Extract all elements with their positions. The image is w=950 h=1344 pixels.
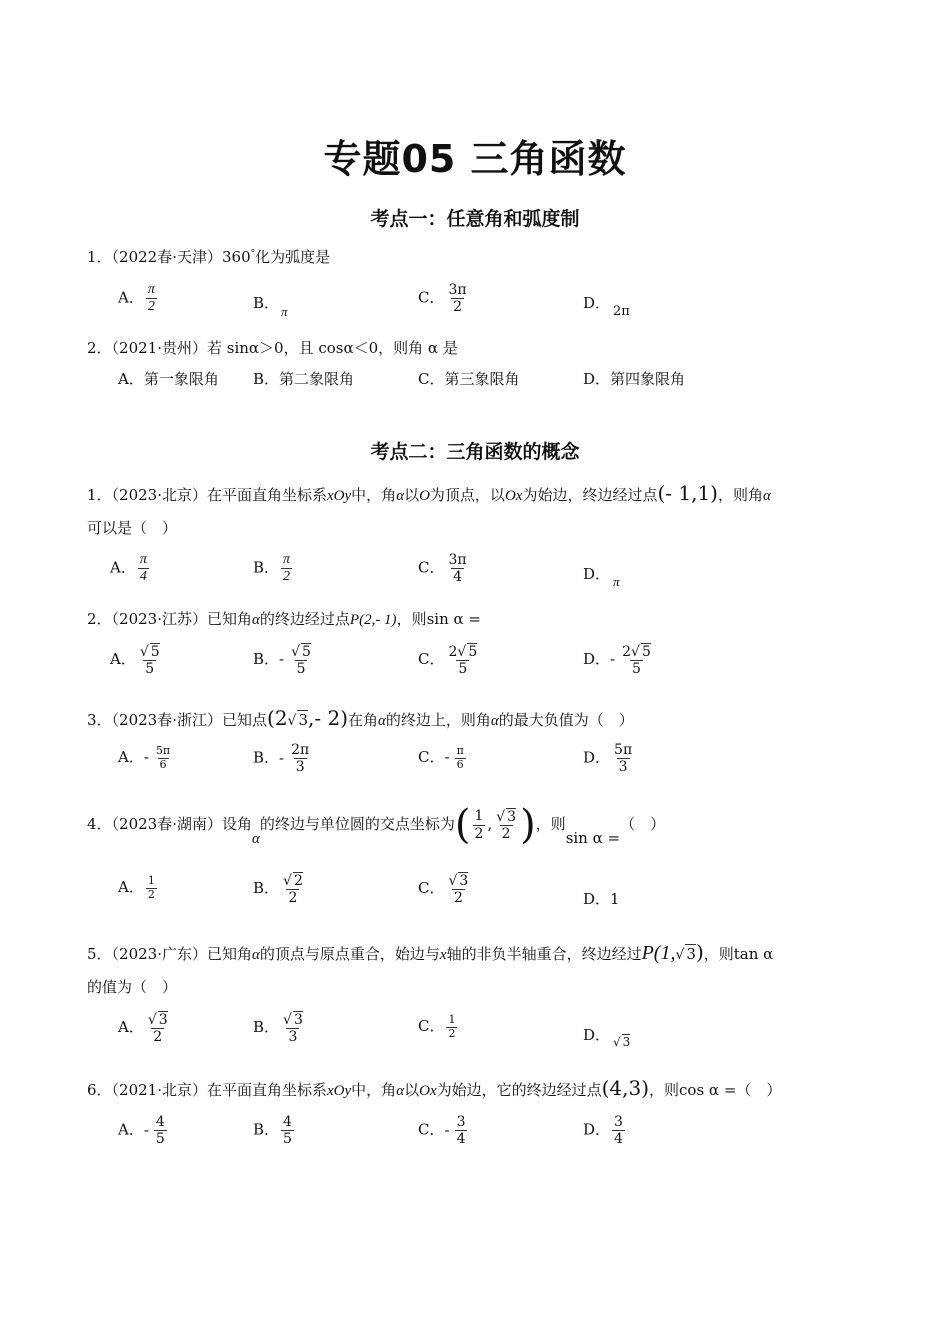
s2-q1-option-d[interactable]: D．	[583, 565, 611, 583]
s2-q4-option-c[interactable]: C． $\frac{√ 3}{2}$	[418, 873, 469, 907]
s2-q2-option-d[interactable]: D．- $\frac{2√ 5}{5}$	[583, 644, 651, 678]
s1-q1-option-b[interactable]: B．	[253, 294, 280, 312]
s2-q3-option-b[interactable]: B．- $\frac{2\pi}{3}$	[253, 742, 310, 776]
s1-question-1: 1．（2022春·天津）360°化为弧度是	[87, 248, 331, 266]
s2-q4-option-d[interactable]: D．1	[583, 890, 620, 908]
s2-q1-option-a[interactable]: A． $\frac{\pi}{4}$	[110, 552, 147, 585]
s2-q5-option-b[interactable]: B． $\frac{√ 3}{3}$	[253, 1012, 303, 1046]
section-heading-2: 考点二：三角函数的概念	[370, 441, 580, 463]
s2-question-1-line2: 可以是（ ）	[87, 519, 178, 537]
section-heading-1: 考点一：任意角和弧度制	[370, 208, 580, 230]
s2-q4-option-b[interactable]: B． $\frac{√ 2}{2}$	[253, 873, 303, 907]
s2-q1-option-c[interactable]: C． $\frac{3\pi}{4}$	[418, 552, 467, 586]
s2-question-6: 6．（2021·北京）在平面直角坐标系xOy中，角α以Ox为始边，它的终边经过点(4,3)，则cos α =（ ）	[87, 1076, 782, 1100]
s2-q6-option-c[interactable]: C．- $\frac{3}{4}$	[418, 1114, 466, 1148]
s1-q2-option-b[interactable]: B．第二象限角	[253, 370, 355, 388]
s2-q6-option-b[interactable]: B． $\frac{4}{5}$	[253, 1114, 292, 1148]
s2-q3-option-d[interactable]: D． $\frac{5\pi}{3}$	[583, 742, 633, 776]
s2-question-3: 3．（2023春·浙江）已知点(2√ 3,- 2)在角α的终边上，则角α的最大负值为（ ）	[87, 706, 634, 730]
s2-q4-option-a[interactable]: A． $\frac{1}{2}$	[118, 874, 155, 901]
s2-question-5-line2: 的值为（ ）	[87, 978, 178, 996]
s1-q1-option-b-value: π	[281, 304, 288, 319]
s2-q5-option-d[interactable]: D．	[583, 1026, 611, 1044]
s2-q6-option-d[interactable]: D． $\frac{3}{4}$	[583, 1114, 623, 1148]
page-title: 专题05 三角函数	[323, 137, 627, 181]
s2-q2-option-c[interactable]: C． $\frac{2√ 5}{5}$	[418, 644, 478, 678]
s2-q5-option-d-value: √ 3	[613, 1035, 631, 1049]
s2-q1-option-b[interactable]: B． $\frac{\pi}{2}$	[253, 552, 291, 585]
s1-q1-option-a[interactable]: A． $\frac{\pi}{2}$	[118, 282, 155, 315]
s1-q2-option-a[interactable]: A．第一象限角	[118, 370, 219, 388]
s2-question-2: 2．（2023·江苏）已知角α的终边经过点P(2,- 1)，则sin α =	[87, 610, 481, 628]
s1-q2-option-c[interactable]: C．第三象限角	[418, 370, 520, 388]
s1-question-2: 2．（2021·贵州）若 sinα＞0，且 cosα＜0，则角 α 是	[87, 339, 458, 357]
s2-q1-option-d-value: π	[613, 574, 620, 589]
s1-q2-option-d[interactable]: D．第四象限角	[583, 370, 686, 388]
s2-q5-option-a[interactable]: A． $\frac{√ 3}{2}$	[118, 1012, 168, 1046]
s1-q1-option-d-value: 2π	[613, 304, 630, 319]
s2-q5-option-c[interactable]: C． $\frac{1}{2}$	[418, 1013, 456, 1040]
s2-q3-option-c[interactable]: C．- $\frac{\pi}{6}$	[418, 744, 464, 771]
s1-q1-option-d[interactable]: D．	[583, 294, 611, 312]
s2-question-4: 4．（2023春·湖南）设角α的终边与单位圆的交点坐标为( $\frac{1}{2}$ , $\frac{√ 3}{2}$ )，则sin α =（ ）	[87, 802, 666, 848]
s2-question-5: 5．（2023·广东）已知角α的顶点与原点重合，始边与x轴的非负半轴重合，终边经过P(1,√ 3)，则tan α	[87, 940, 774, 964]
s2-q3-option-a[interactable]: A．- $\frac{5\pi}{6}$	[118, 744, 171, 771]
s2-q2-option-b[interactable]: B．- $\frac{√ 5}{5}$	[253, 644, 311, 678]
s2-q6-option-a[interactable]: A．- $\frac{4}{5}$	[118, 1114, 165, 1148]
s2-q2-option-a[interactable]: A． $\frac{√ 5}{5}$	[110, 644, 160, 678]
s2-question-1: 1．（2023·北京）在平面直角坐标系xOy中，角α以O为顶点，以Ox为始边，终边经过点(- 1,1)，则角α	[87, 481, 771, 505]
s1-q1-option-c[interactable]: C． $\frac{3\pi}{2}$	[418, 282, 467, 316]
